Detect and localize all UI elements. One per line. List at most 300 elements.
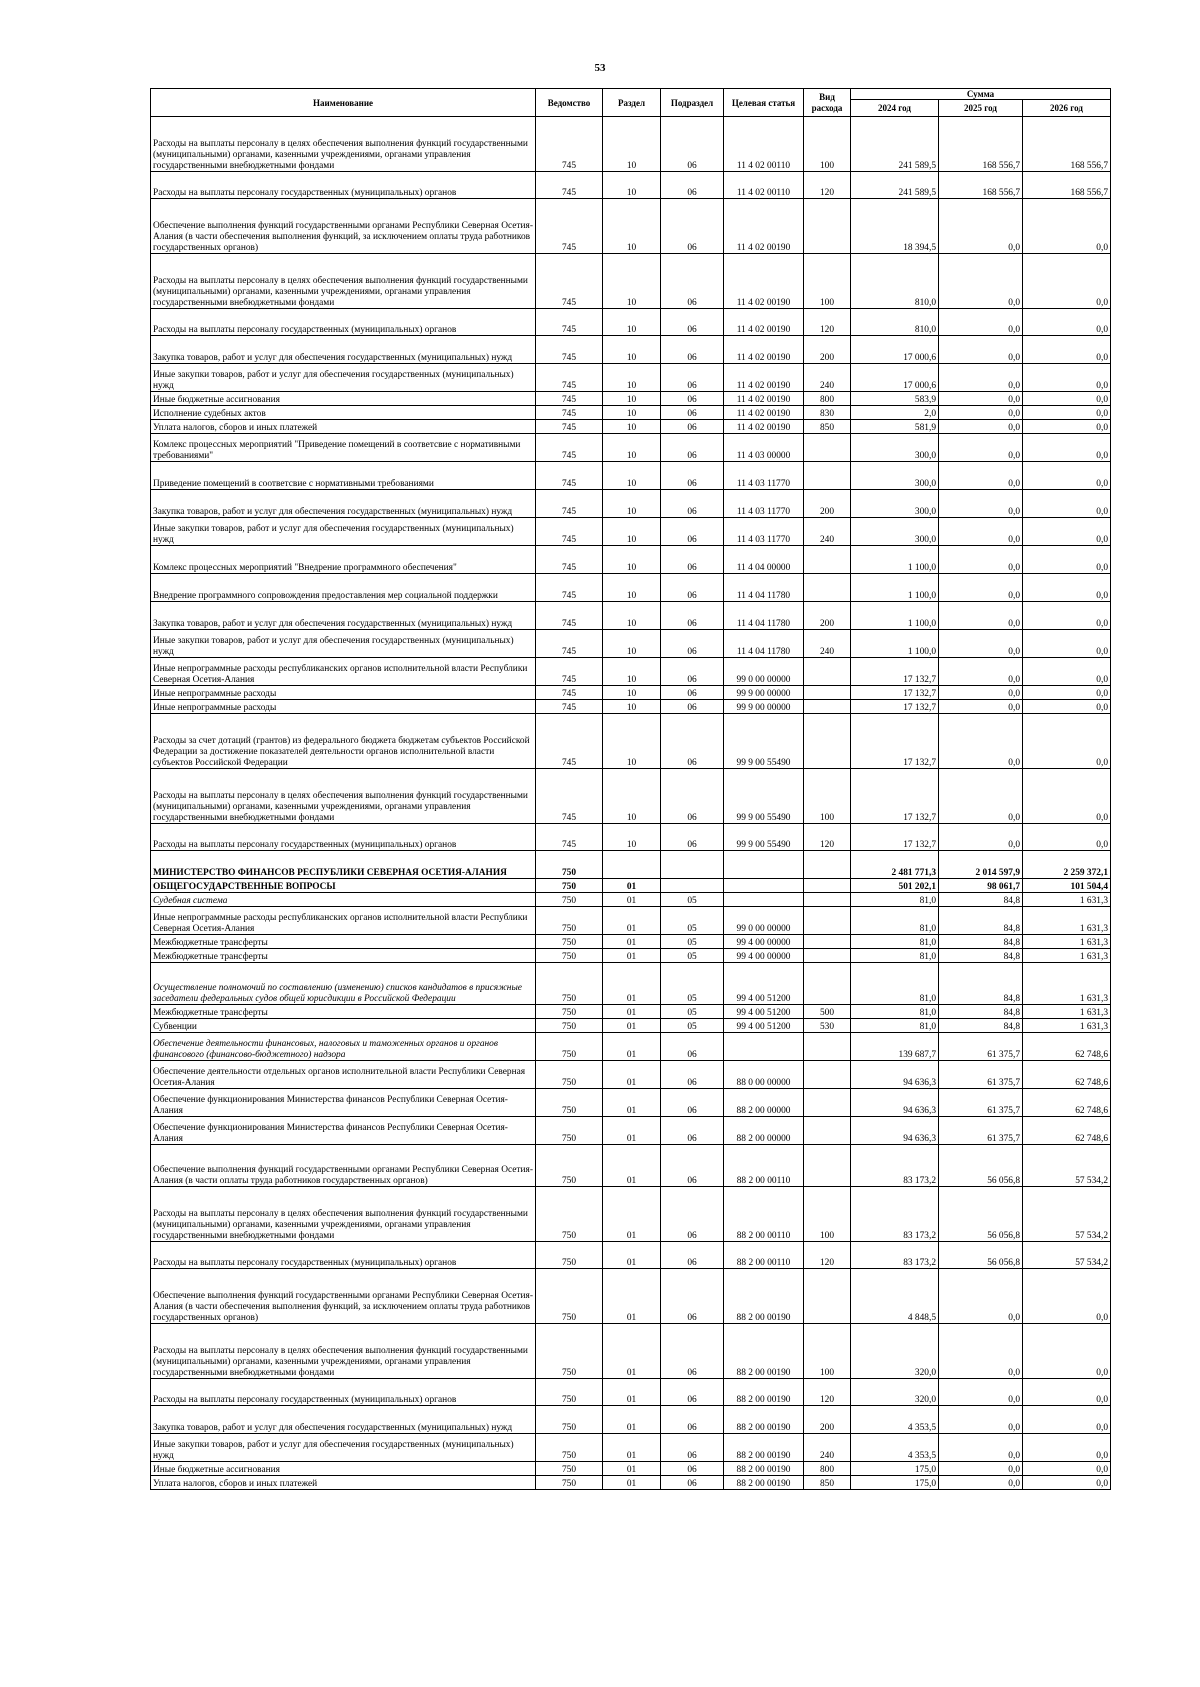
- row-department: 745: [536, 824, 603, 851]
- row-expense-kind: 100: [804, 117, 851, 172]
- row-name: Межбюджетные трансферты: [151, 949, 536, 963]
- table-row: [151, 1406, 1111, 1434]
- row-expense-kind: [804, 1145, 851, 1187]
- row-department: 750: [536, 1061, 603, 1089]
- row-sum-2025: 98 061,7: [939, 879, 1023, 893]
- row-sum-2024: 501 202,1: [851, 879, 939, 893]
- row-expense-kind: [804, 199, 851, 254]
- row-section: 01: [603, 1476, 661, 1490]
- row-sum-2026: 0,0: [1023, 434, 1111, 462]
- table-row: [151, 462, 1111, 490]
- row-subsection: 06: [661, 1406, 724, 1434]
- row-section: 01: [603, 1005, 661, 1019]
- row-sum-2024: 17 000,6: [851, 336, 939, 364]
- row-sum-2025: 0,0: [939, 434, 1023, 462]
- row-sum-2026: 0,0: [1023, 462, 1111, 490]
- row-subsection: 06: [661, 574, 724, 602]
- row-sum-2025: 0,0: [939, 199, 1023, 254]
- row-section: 10: [603, 714, 661, 769]
- row-name: Судебная система: [151, 893, 536, 907]
- row-sum-2026: 62 748,6: [1023, 1033, 1111, 1061]
- row-department: 750: [536, 1434, 603, 1462]
- row-sum-2026: 0,0: [1023, 420, 1111, 434]
- row-name: Расходы на выплаты персоналу в целях обеспечения выполнения функций государственными (муниципальными) органами, казенными учреждениями, органами управления государственными внебюджетными фондами: [151, 254, 536, 309]
- row-expense-kind: 240: [804, 518, 851, 546]
- table-row: [151, 1033, 1111, 1061]
- row-sum-2025: 0,0: [939, 769, 1023, 824]
- row-department: 750: [536, 1019, 603, 1033]
- row-target-article: 11 4 02 00190: [724, 406, 804, 420]
- row-sum-2026: 0,0: [1023, 309, 1111, 336]
- row-subsection: 06: [661, 518, 724, 546]
- row-section: 01: [603, 907, 661, 935]
- row-section: 10: [603, 172, 661, 199]
- row-department: 750: [536, 1033, 603, 1061]
- row-subsection: 06: [661, 172, 724, 199]
- row-target-article: 88 2 00 00000: [724, 1117, 804, 1145]
- table-row: [151, 1187, 1111, 1242]
- row-target-article: 99 4 00 00000: [724, 949, 804, 963]
- row-subsection: [661, 851, 724, 879]
- row-target-article: 11 4 04 11780: [724, 602, 804, 630]
- row-expense-kind: [804, 686, 851, 700]
- header-name: Наименование: [151, 89, 536, 117]
- row-sum-2026: 0,0: [1023, 336, 1111, 364]
- row-name: Расходы на выплаты персоналу в целях обеспечения выполнения функций государственными (муниципальными) органами, казенными учреждениями, органами управления государственными внебюджетными фондами: [151, 1187, 536, 1242]
- row-target-article: 11 4 02 00190: [724, 309, 804, 336]
- row-section: 01: [603, 1061, 661, 1089]
- row-department: 750: [536, 1406, 603, 1434]
- row-section: 10: [603, 630, 661, 658]
- row-section: 10: [603, 392, 661, 406]
- row-sum-2024: 1 100,0: [851, 546, 939, 574]
- row-sum-2026: 0,0: [1023, 364, 1111, 392]
- row-subsection: 06: [661, 420, 724, 434]
- table-row: [151, 117, 1111, 172]
- row-section: 10: [603, 490, 661, 518]
- row-sum-2026: 168 556,7: [1023, 172, 1111, 199]
- row-subsection: 06: [661, 406, 724, 420]
- row-section: 01: [603, 1434, 661, 1462]
- row-target-article: 99 9 00 55490: [724, 714, 804, 769]
- table-row: [151, 963, 1111, 1005]
- row-sum-2025: 0,0: [939, 420, 1023, 434]
- row-department: 750: [536, 1462, 603, 1476]
- row-subsection: 06: [661, 824, 724, 851]
- row-name: ОБЩЕГОСУДАРСТВЕННЫЕ ВОПРОСЫ: [151, 879, 536, 893]
- row-sum-2024: 241 589,5: [851, 117, 939, 172]
- row-name: Межбюджетные трансферты: [151, 935, 536, 949]
- row-name: Иные непрограммные расходы республиканских органов исполнительной власти Республики Северная Осетия-Алания: [151, 907, 536, 935]
- row-name: Обеспечение выполнения функций государственными органами Республики Северная Осетия-Алания (в части оплаты труда работников государственных органов): [151, 1145, 536, 1187]
- row-sum-2024: 17 132,7: [851, 700, 939, 714]
- row-target-article: 11 4 04 00000: [724, 546, 804, 574]
- row-expense-kind: 850: [804, 1476, 851, 1490]
- row-name: Обеспечение деятельности финансовых, налоговых и таможенных органов и органов финансового (финансово-бюджетного) надзора: [151, 1033, 536, 1061]
- row-name: Расходы на выплаты персоналу в целях обеспечения выполнения функций государственными (муниципальными) органами, казенными учреждениями, органами управления государственными внебюджетными фондами: [151, 1324, 536, 1379]
- row-target-article: 99 9 00 55490: [724, 824, 804, 851]
- row-subsection: 06: [661, 1061, 724, 1089]
- table-row: [151, 1324, 1111, 1379]
- row-target-article: 11 4 03 11770: [724, 462, 804, 490]
- row-sum-2024: 81,0: [851, 935, 939, 949]
- row-department: 745: [536, 700, 603, 714]
- row-sum-2026: 57 534,2: [1023, 1242, 1111, 1269]
- row-name: Иные закупки товаров, работ и услуг для обеспечения государственных (муниципальных) нужд: [151, 630, 536, 658]
- row-name: Обеспечение функционирования Министерства финансов Республики Северная Осетия-Алания: [151, 1117, 536, 1145]
- row-sum-2025: 0,0: [939, 574, 1023, 602]
- row-target-article: 88 2 00 00190: [724, 1462, 804, 1476]
- row-sum-2024: 17 132,7: [851, 824, 939, 851]
- row-sum-2024: 241 589,5: [851, 172, 939, 199]
- row-target-article: 11 4 02 00190: [724, 336, 804, 364]
- page-number: 53: [594, 62, 606, 74]
- row-sum-2025: 168 556,7: [939, 172, 1023, 199]
- row-expense-kind: [804, 658, 851, 686]
- row-sum-2026: 0,0: [1023, 686, 1111, 700]
- row-sum-2024: 17 132,7: [851, 686, 939, 700]
- table-row: [151, 1462, 1111, 1476]
- row-section: 01: [603, 1462, 661, 1476]
- row-sum-2026: 0,0: [1023, 406, 1111, 420]
- row-name: Расходы за счет дотаций (грантов) из федерального бюджета бюджетам субъектов Российской Федерации за достижение показателей деятельности органов исполнительной власти субъектов Российской Федерации: [151, 714, 536, 769]
- header-year-2024: 2024 год: [851, 100, 939, 117]
- table-row: [151, 434, 1111, 462]
- row-section: 01: [603, 893, 661, 907]
- header-sum: Сумма: [851, 89, 1111, 100]
- row-department: 745: [536, 769, 603, 824]
- row-name: Субвенции: [151, 1019, 536, 1033]
- row-target-article: 11 4 02 00190: [724, 364, 804, 392]
- row-name: Иные бюджетные ассигнования: [151, 392, 536, 406]
- row-expense-kind: 530: [804, 1019, 851, 1033]
- row-sum-2026: 0,0: [1023, 1476, 1111, 1490]
- row-sum-2024: 81,0: [851, 1005, 939, 1019]
- row-sum-2026: 62 748,6: [1023, 1061, 1111, 1089]
- row-subsection: 05: [661, 949, 724, 963]
- row-name: Обеспечение функционирования Министерства финансов Республики Северная Осетия-Алания: [151, 1089, 536, 1117]
- budget-table: [150, 88, 1111, 1490]
- row-sum-2025: 0,0: [939, 1476, 1023, 1490]
- row-section: 01: [603, 1242, 661, 1269]
- row-sum-2025: 84,8: [939, 963, 1023, 1005]
- row-sum-2026: 101 504,4: [1023, 879, 1111, 893]
- row-subsection: 06: [661, 434, 724, 462]
- table-row: [151, 879, 1111, 893]
- row-name: Закупка товаров, работ и услуг для обеспечения государственных (муниципальных) нужд: [151, 490, 536, 518]
- row-section: 01: [603, 1187, 661, 1242]
- row-target-article: 88 0 00 00000: [724, 1061, 804, 1089]
- row-sum-2025: 61 375,7: [939, 1033, 1023, 1061]
- table-row: [151, 824, 1111, 851]
- row-expense-kind: [804, 907, 851, 935]
- row-expense-kind: 200: [804, 490, 851, 518]
- row-sum-2024: 81,0: [851, 963, 939, 1005]
- row-expense-kind: 800: [804, 1462, 851, 1476]
- row-department: 750: [536, 1005, 603, 1019]
- row-sum-2026: 1 631,3: [1023, 907, 1111, 935]
- row-subsection: 06: [661, 199, 724, 254]
- row-sum-2026: 0,0: [1023, 1324, 1111, 1379]
- row-expense-kind: 830: [804, 406, 851, 420]
- row-sum-2025: 0,0: [939, 406, 1023, 420]
- row-sum-2025: 0,0: [939, 630, 1023, 658]
- row-expense-kind: 100: [804, 1187, 851, 1242]
- row-sum-2024: 175,0: [851, 1476, 939, 1490]
- row-department: 745: [536, 658, 603, 686]
- row-target-article: 99 9 00 00000: [724, 686, 804, 700]
- table-row: [151, 949, 1111, 963]
- row-sum-2024: 17 132,7: [851, 714, 939, 769]
- row-sum-2025: 0,0: [939, 364, 1023, 392]
- row-sum-2025: 84,8: [939, 935, 1023, 949]
- row-sum-2026: 1 631,3: [1023, 1019, 1111, 1033]
- row-department: 745: [536, 630, 603, 658]
- row-sum-2024: 1 100,0: [851, 574, 939, 602]
- row-expense-kind: [804, 935, 851, 949]
- row-sum-2024: 300,0: [851, 462, 939, 490]
- row-section: 10: [603, 406, 661, 420]
- table-row: [151, 1269, 1111, 1324]
- row-subsection: 06: [661, 1033, 724, 1061]
- row-sum-2026: 0,0: [1023, 490, 1111, 518]
- table-row: [151, 893, 1111, 907]
- row-expense-kind: [804, 1269, 851, 1324]
- row-section: 01: [603, 1145, 661, 1187]
- row-section: 10: [603, 420, 661, 434]
- row-name: Расходы на выплаты персоналу государственных (муниципальных) органов: [151, 824, 536, 851]
- row-section: 10: [603, 769, 661, 824]
- row-department: 745: [536, 406, 603, 420]
- row-sum-2024: 810,0: [851, 254, 939, 309]
- row-name: Комлекс процессных мероприятий "Внедрение программного обеспечения": [151, 546, 536, 574]
- row-sum-2025: 0,0: [939, 462, 1023, 490]
- row-name: Иные непрограммные расходы республиканских органов исполнительной власти Республики Северная Осетия-Алания: [151, 658, 536, 686]
- row-sum-2024: 300,0: [851, 434, 939, 462]
- row-section: 10: [603, 658, 661, 686]
- row-department: 750: [536, 1117, 603, 1145]
- row-subsection: 06: [661, 490, 724, 518]
- table-row: [151, 574, 1111, 602]
- row-name: Расходы на выплаты персоналу государственных (муниципальных) органов: [151, 1379, 536, 1406]
- row-section: 10: [603, 434, 661, 462]
- row-name: Обеспечение выполнения функций государственными органами Республики Северная Осетия-Алания (в части обеспечения выполнения функций, за исключением оплаты труда работников государственных органов): [151, 1269, 536, 1324]
- row-expense-kind: [804, 1117, 851, 1145]
- row-sum-2024: 81,0: [851, 907, 939, 935]
- row-expense-kind: [804, 700, 851, 714]
- row-name: Иные закупки товаров, работ и услуг для обеспечения государственных (муниципальных) нужд: [151, 518, 536, 546]
- row-target-article: 11 4 03 11770: [724, 490, 804, 518]
- row-target-article: 99 9 00 55490: [724, 769, 804, 824]
- row-department: 750: [536, 893, 603, 907]
- row-subsection: [661, 879, 724, 893]
- row-department: 750: [536, 1324, 603, 1379]
- table-body: [151, 117, 1111, 1490]
- row-sum-2025: 0,0: [939, 1379, 1023, 1406]
- row-subsection: 06: [661, 254, 724, 309]
- row-section: 01: [603, 1379, 661, 1406]
- table-row: [151, 1379, 1111, 1406]
- row-subsection: 05: [661, 935, 724, 949]
- row-sum-2024: 320,0: [851, 1379, 939, 1406]
- table-row: [151, 686, 1111, 700]
- row-expense-kind: [804, 434, 851, 462]
- table-row: [151, 1242, 1111, 1269]
- header-expense-kind: Вид расхода: [804, 89, 851, 117]
- row-subsection: 06: [661, 1462, 724, 1476]
- row-department: 745: [536, 420, 603, 434]
- row-sum-2025: 0,0: [939, 1324, 1023, 1379]
- row-sum-2025: 84,8: [939, 1019, 1023, 1033]
- table-row: [151, 420, 1111, 434]
- row-sum-2026: 0,0: [1023, 714, 1111, 769]
- row-name: Расходы на выплаты персоналу государственных (муниципальных) органов: [151, 172, 536, 199]
- table-row: [151, 1145, 1111, 1187]
- row-sum-2026: 62 748,6: [1023, 1117, 1111, 1145]
- row-department: 745: [536, 392, 603, 406]
- row-sum-2026: 0,0: [1023, 546, 1111, 574]
- row-sum-2026: 1 631,3: [1023, 949, 1111, 963]
- row-sum-2024: 81,0: [851, 949, 939, 963]
- row-sum-2025: 0,0: [939, 824, 1023, 851]
- row-sum-2024: 17 132,7: [851, 658, 939, 686]
- row-department: 750: [536, 1269, 603, 1324]
- row-department: 750: [536, 1476, 603, 1490]
- row-subsection: 06: [661, 364, 724, 392]
- row-target-article: 88 2 00 00110: [724, 1145, 804, 1187]
- row-department: 745: [536, 309, 603, 336]
- row-sum-2026: 2 259 372,1: [1023, 851, 1111, 879]
- row-sum-2024: 300,0: [851, 518, 939, 546]
- row-name: Закупка товаров, работ и услуг для обеспечения государственных (муниципальных) нужд: [151, 336, 536, 364]
- row-expense-kind: 850: [804, 420, 851, 434]
- row-department: 745: [536, 602, 603, 630]
- row-sum-2025: 0,0: [939, 602, 1023, 630]
- row-sum-2026: 0,0: [1023, 518, 1111, 546]
- row-name: Закупка товаров, работ и услуг для обеспечения государственных (муниципальных) нужд: [151, 602, 536, 630]
- table-row: [151, 769, 1111, 824]
- row-section: 10: [603, 336, 661, 364]
- row-sum-2025: 61 375,7: [939, 1117, 1023, 1145]
- row-sum-2026: 57 534,2: [1023, 1145, 1111, 1187]
- table-row: [151, 254, 1111, 309]
- row-target-article: 11 4 03 11770: [724, 518, 804, 546]
- row-section: 01: [603, 1406, 661, 1434]
- row-section: 10: [603, 309, 661, 336]
- row-target-article: [724, 879, 804, 893]
- row-target-article: 88 2 00 00190: [724, 1434, 804, 1462]
- row-section: 10: [603, 574, 661, 602]
- row-sum-2024: 139 687,7: [851, 1033, 939, 1061]
- row-section: 10: [603, 199, 661, 254]
- row-name: Иные закупки товаров, работ и услуг для обеспечения государственных (муниципальных) нужд: [151, 364, 536, 392]
- row-expense-kind: [804, 949, 851, 963]
- row-sum-2025: 0,0: [939, 700, 1023, 714]
- table-header: [151, 89, 1111, 117]
- row-expense-kind: [804, 462, 851, 490]
- header-year-2026: 2026 год: [1023, 100, 1111, 117]
- row-department: 745: [536, 254, 603, 309]
- row-subsection: 05: [661, 1019, 724, 1033]
- row-subsection: 06: [661, 714, 724, 769]
- row-target-article: 11 4 04 11780: [724, 574, 804, 602]
- row-sum-2025: 2 014 597,9: [939, 851, 1023, 879]
- table-row: [151, 658, 1111, 686]
- row-sum-2024: 18 394,5: [851, 199, 939, 254]
- row-target-article: 88 2 00 00190: [724, 1324, 804, 1379]
- row-sum-2026: 0,0: [1023, 700, 1111, 714]
- row-target-article: 99 0 00 00000: [724, 907, 804, 935]
- row-name: Уплата налогов, сборов и иных платежей: [151, 1476, 536, 1490]
- row-expense-kind: 120: [804, 1242, 851, 1269]
- row-subsection: 06: [661, 1269, 724, 1324]
- row-department: 745: [536, 462, 603, 490]
- row-department: 745: [536, 574, 603, 602]
- row-subsection: 06: [661, 546, 724, 574]
- row-name: Иные непрограммные расходы: [151, 700, 536, 714]
- row-subsection: 06: [661, 1145, 724, 1187]
- row-sum-2025: 0,0: [939, 1406, 1023, 1434]
- row-section: 01: [603, 949, 661, 963]
- row-subsection: 06: [661, 686, 724, 700]
- row-sum-2024: 81,0: [851, 893, 939, 907]
- row-section: 01: [603, 1089, 661, 1117]
- table-row: [151, 1434, 1111, 1462]
- row-department: 745: [536, 364, 603, 392]
- row-department: 745: [536, 490, 603, 518]
- table-row: [151, 546, 1111, 574]
- row-sum-2026: 0,0: [1023, 1434, 1111, 1462]
- row-sum-2025: 84,8: [939, 893, 1023, 907]
- row-expense-kind: 200: [804, 1406, 851, 1434]
- row-target-article: 99 9 00 00000: [724, 700, 804, 714]
- table-row: [151, 518, 1111, 546]
- row-target-article: 99 0 00 00000: [724, 658, 804, 686]
- row-target-article: 99 4 00 00000: [724, 935, 804, 949]
- row-section: 10: [603, 254, 661, 309]
- row-expense-kind: 240: [804, 630, 851, 658]
- row-sum-2024: 94 636,3: [851, 1117, 939, 1145]
- row-expense-kind: 500: [804, 1005, 851, 1019]
- table-row: [151, 1005, 1111, 1019]
- row-target-article: 11 4 04 11780: [724, 630, 804, 658]
- row-section: 10: [603, 700, 661, 714]
- row-department: 750: [536, 907, 603, 935]
- row-target-article: 88 2 00 00190: [724, 1476, 804, 1490]
- row-department: 750: [536, 1242, 603, 1269]
- row-section: [603, 851, 661, 879]
- row-sum-2026: 0,0: [1023, 630, 1111, 658]
- row-sum-2024: 2,0: [851, 406, 939, 420]
- row-subsection: 06: [661, 1324, 724, 1379]
- row-subsection: 05: [661, 907, 724, 935]
- row-expense-kind: 200: [804, 602, 851, 630]
- table-row: [151, 406, 1111, 420]
- row-subsection: 06: [661, 1089, 724, 1117]
- row-expense-kind: [804, 1033, 851, 1061]
- row-name: Обеспечение деятельности отдельных органов исполнительной власти Республики Северная Осетия-Алания: [151, 1061, 536, 1089]
- row-sum-2025: 56 056,8: [939, 1242, 1023, 1269]
- row-expense-kind: 800: [804, 392, 851, 406]
- row-section: 10: [603, 518, 661, 546]
- table-row: [151, 851, 1111, 879]
- row-target-article: 11 4 02 00110: [724, 117, 804, 172]
- table-row: [151, 392, 1111, 406]
- row-section: 01: [603, 1019, 661, 1033]
- row-expense-kind: [804, 1061, 851, 1089]
- row-sum-2026: 62 748,6: [1023, 1089, 1111, 1117]
- row-sum-2026: 0,0: [1023, 602, 1111, 630]
